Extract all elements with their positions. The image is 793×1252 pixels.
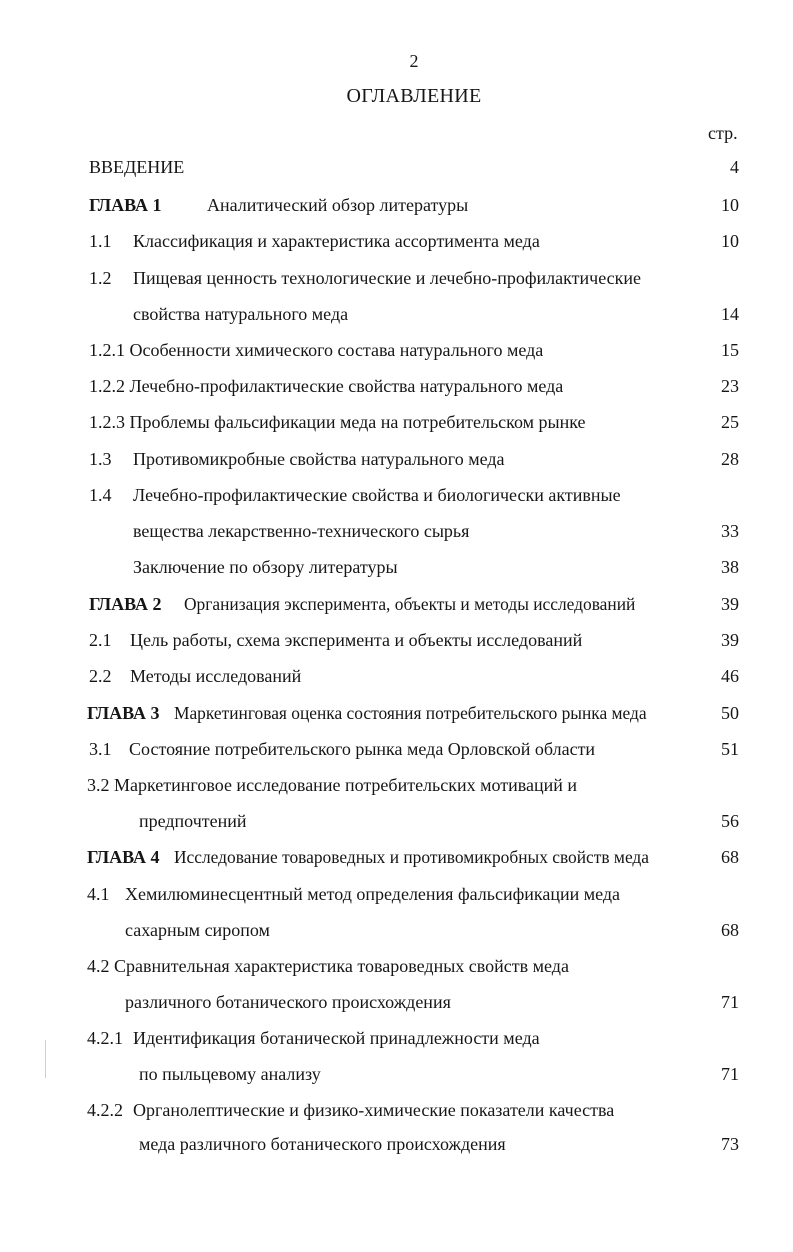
toc-entry-title: Аналитический обзор литературы [207,195,469,215]
toc-entry-title: 1.2.3 Проблемы фальсификации меда на потребительском рынке [89,412,586,432]
toc-entry [0,699,793,727]
toc-entry-title: свойства натурального меда [133,304,349,324]
toc-entry-title: Идентификация ботанической принадлежности меда [133,1028,540,1048]
toc-entry [0,481,793,509]
toc-entry-page: 51 [721,739,739,759]
toc-entry-title: по пыльцевому анализу [139,1064,321,1084]
page-column-label: стр. [708,123,738,143]
toc-entry-title: вещества лекарственно-технического сырья [133,521,470,541]
toc-entry-title: Лечебно-профилактические свойства и биологически активные [133,485,621,505]
toc-entry [0,227,793,255]
toc-entry [0,372,793,400]
toc-section-number: 1.3 [89,449,112,469]
toc-entry [0,1096,793,1124]
toc-section-number: 1.2 [89,268,112,288]
scan-artifact-line [45,1040,46,1078]
toc-entry-page: 23 [721,376,739,396]
page-title: ОГЛАВЛЕНИЕ [346,85,482,107]
toc-entry [0,264,793,292]
toc-entry-title: Хемилюминесцентный метод определения фальсификации меда [125,884,621,904]
toc-entry-title: различного ботанического происхождения [125,992,451,1012]
toc-entry [0,553,793,581]
toc-entry-page: 39 [721,594,739,614]
toc-entry-title: Цель работы, схема эксперимента и объекты исследований [130,630,583,650]
toc-entry-page: 15 [721,340,739,360]
toc-chapter-number: ГЛАВА 2 [89,594,162,614]
toc-chapter-number: ГЛАВА 3 [87,703,160,723]
toc-entry-title: Исследование товароведных и противомикробных свойств меда [174,847,649,867]
toc-chapter-number: ГЛАВА 1 [89,195,162,215]
toc-chapter-number: ГЛАВА 4 [87,847,160,867]
toc-entry-page: 71 [721,992,739,1012]
toc-entry [0,735,793,763]
toc-entry-title: Состояние потребительского рынка меда Орловской области [129,739,596,759]
toc-entry [0,916,793,944]
toc-section-number: 1.4 [89,485,112,505]
toc-entry-page: 46 [721,666,739,686]
toc-entry [0,988,793,1016]
toc-entry-title: 1.2.1 Особенности химического состава натурального меда [89,340,544,360]
toc-entry-title: 1.2.2 Лечебно-профилактические свойства натурального меда [89,376,564,396]
toc-entry-page: 68 [721,920,739,940]
toc-entry [0,336,793,364]
toc-entry [0,771,793,799]
toc-entry-title: Организация эксперимента, объекты и методы исследований [184,594,636,614]
toc-entry-title: меда различного ботанического происхождения [139,1134,506,1154]
toc-entry-title: сахарным сиропом [125,920,270,940]
toc-section-number: 2.1 [89,630,112,650]
toc-entry-page: 68 [721,847,739,867]
toc-entry [0,300,793,328]
toc-entry-page: 73 [721,1134,739,1154]
toc-entry-page: 38 [721,557,739,577]
toc-entry [0,626,793,654]
toc-entry-page: 33 [721,521,739,541]
toc-entry-page: 71 [721,1064,739,1084]
toc-entry [0,1060,793,1088]
toc-entry [0,843,793,871]
toc-entry-title: Классификация и характеристика ассортимента меда [133,231,540,251]
toc-entry-page: 39 [721,630,739,650]
toc-entry [0,807,793,835]
toc-entry-title: Маркетинговая оценка состояния потребительского рынка меда [174,703,647,723]
toc-entry-title: Пищевая ценность технологические и лечебно-профилактические [133,268,642,288]
toc-entry-title: Органолептические и физико-химические показатели качества [133,1100,615,1120]
toc-entry [0,1130,793,1158]
toc-entry [0,153,793,181]
toc-entry [0,517,793,545]
toc-entry-title: Заключение по обзору литературы [133,557,398,577]
toc-entry-page: 10 [721,195,739,215]
toc-entry-page: 14 [721,304,739,324]
toc-section-number: 4.2.2 [87,1100,123,1120]
toc-entry-page: 25 [721,412,739,432]
toc-entry [0,880,793,908]
toc-section-number: 1.1 [89,231,112,251]
toc-entry [0,445,793,473]
toc-entry [0,590,793,618]
toc-entry [0,1024,793,1052]
toc-section-number: 2.2 [89,666,112,686]
toc-entry [0,662,793,690]
toc-entry-title: предпочтений [139,811,247,831]
toc-entry-page: 4 [730,157,739,177]
toc-entry-title: ВВЕДЕНИЕ [89,157,185,177]
toc-entry-title: Методы исследований [130,666,302,686]
toc-entry [0,191,793,219]
toc-section-number: 3.1 [89,739,112,759]
toc-entry-page: 10 [721,231,739,251]
toc-entry-page: 50 [721,703,739,723]
toc-entry-page: 56 [721,811,739,831]
toc-section-number: 4.1 [87,884,110,904]
toc-entry [0,952,793,980]
page-number: 2 [409,51,419,71]
toc-entry [0,408,793,436]
toc-entry-title: 3.2 Маркетинговое исследование потребительских мотиваций и [87,775,578,795]
toc-entry-title: Противомикробные свойства натурального меда [133,449,505,469]
toc-entry-title: 4.2 Сравнительная характеристика товароведных свойств меда [87,956,569,976]
toc-section-number: 4.2.1 [87,1028,123,1048]
toc-entry-page: 28 [721,449,739,469]
